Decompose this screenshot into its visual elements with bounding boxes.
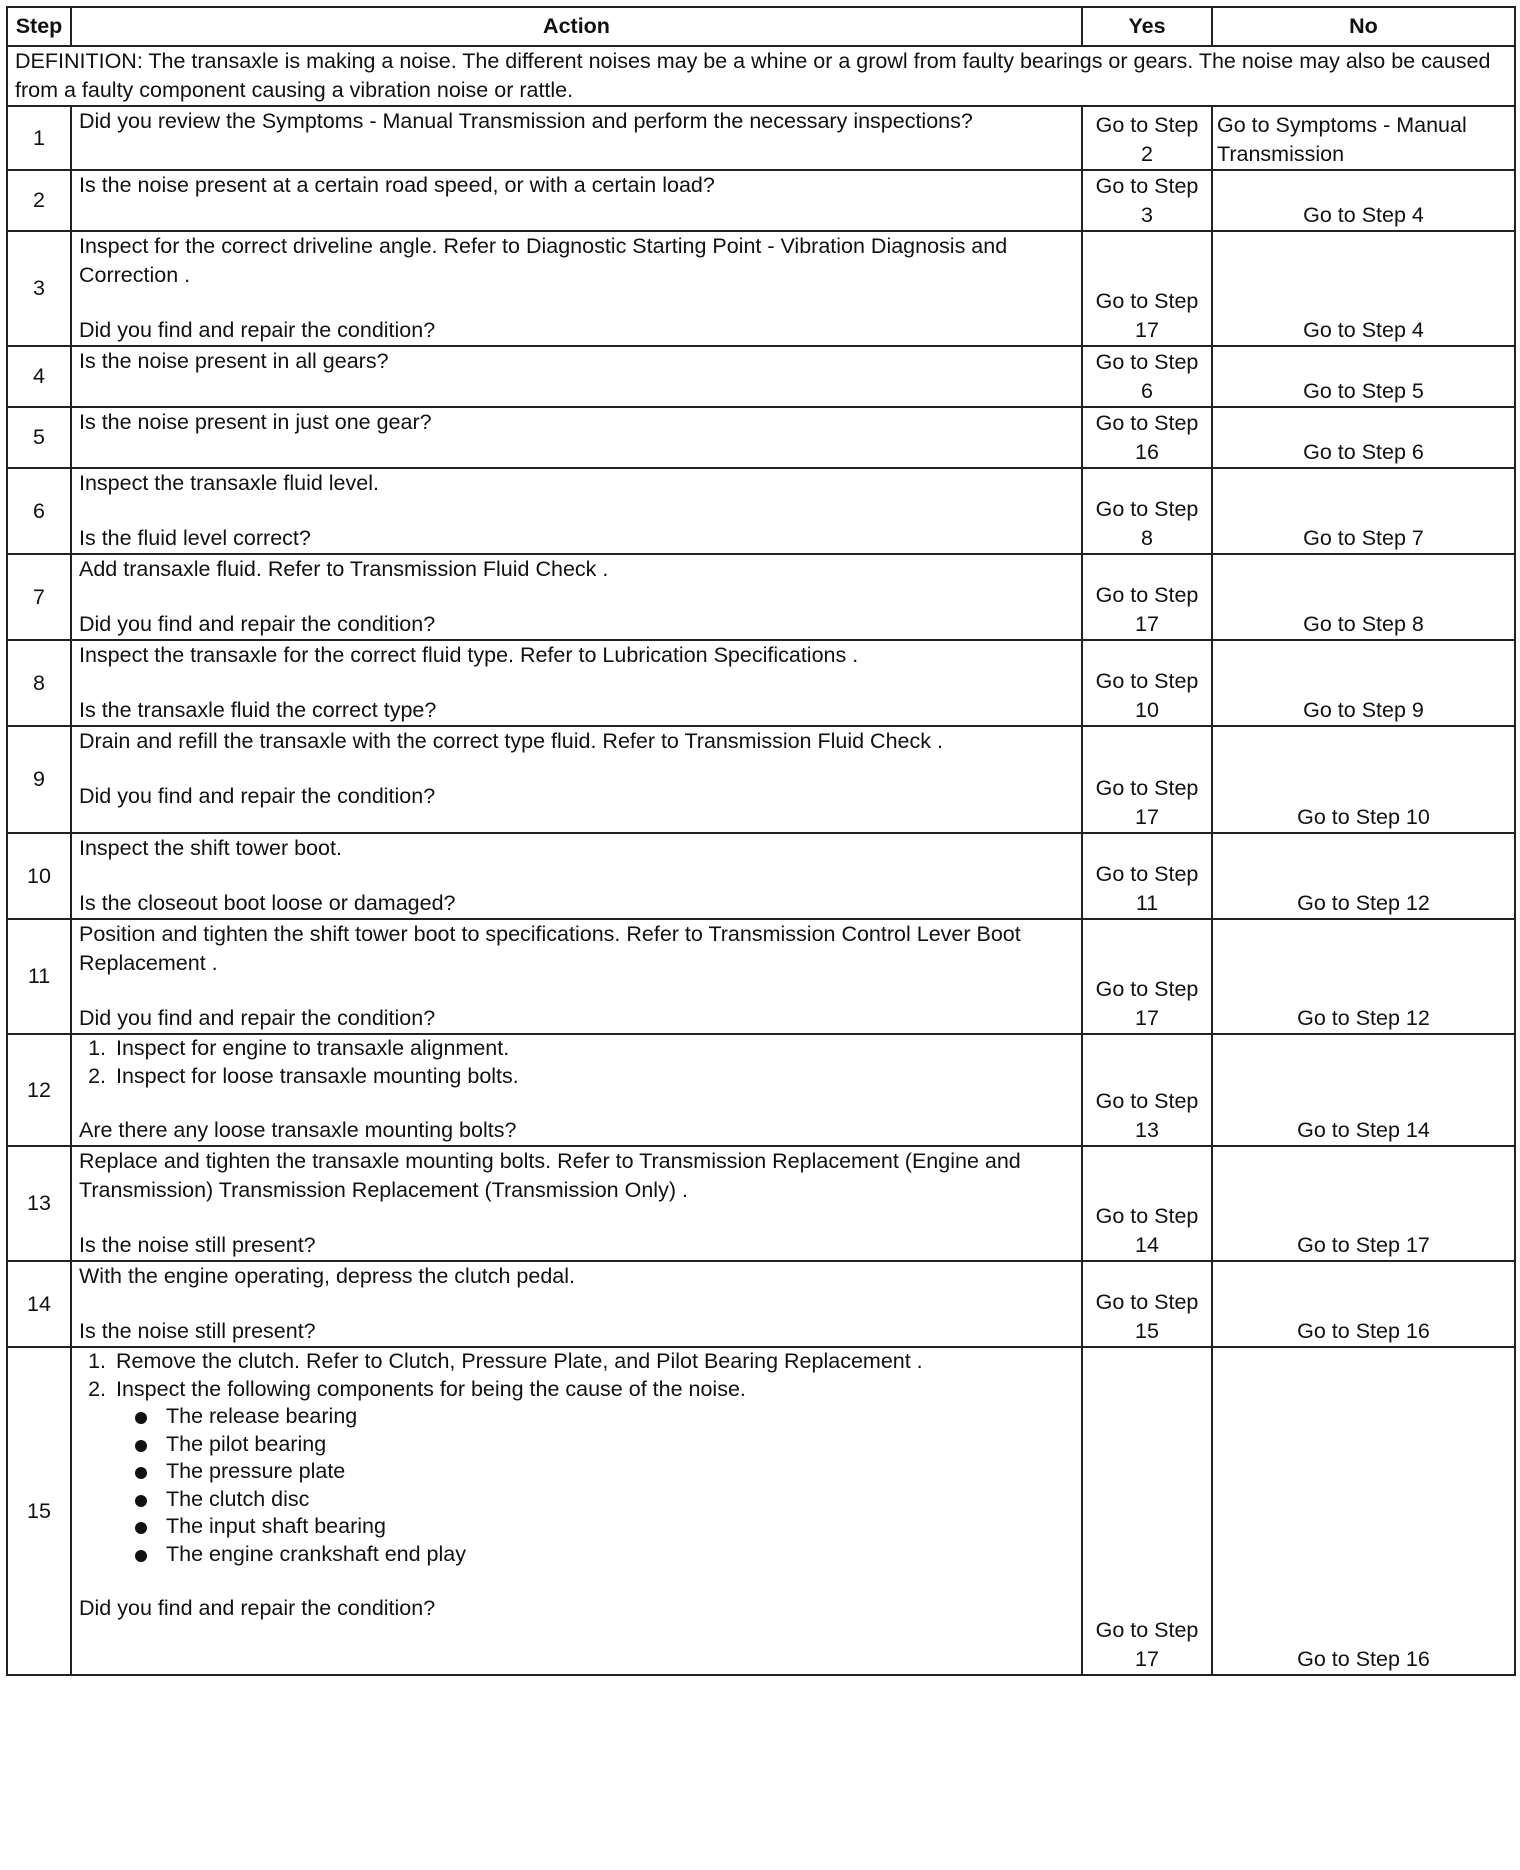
question-text: Did you find and repair the condition? xyxy=(79,318,436,342)
action-text: Inspect for the correct driveline angle. Refer to Diagnostic Starting Point - Vibration Diagnosis and Correction . xyxy=(79,234,1008,287)
question-text: Did you find and repair the condition? xyxy=(79,784,436,808)
yes-link[interactable]: Go to Step 6 xyxy=(1082,346,1212,407)
yes-link[interactable]: Go to Step 3 xyxy=(1082,170,1212,231)
no-link[interactable]: Go to Step 14 xyxy=(1212,1034,1515,1146)
table-row xyxy=(7,1261,1515,1347)
step-number: 12 xyxy=(7,1034,71,1146)
yes-link[interactable]: Go to Step 2 xyxy=(1082,106,1212,170)
step-number: 11 xyxy=(7,919,71,1034)
bullet-text: The clutch disc xyxy=(166,1486,310,1511)
no-link[interactable]: Go to Step 5 xyxy=(1212,346,1515,407)
table-row xyxy=(7,346,1515,407)
action-text: Drain and refill the transaxle with the correct type fluid. Refer to Transmission Fluid Check . xyxy=(79,729,943,753)
question-text: Is the closeout boot loose or damaged? xyxy=(79,891,456,915)
no-link[interactable]: Go to Step 7 xyxy=(1212,468,1515,554)
action-cell xyxy=(71,726,1082,833)
bullet-item xyxy=(162,1513,1074,1541)
yes-link[interactable]: Go to Step 17 xyxy=(1082,726,1212,833)
table-row xyxy=(7,1146,1515,1261)
action-text: Add transaxle fluid. Refer to Transmission Fluid Check . xyxy=(79,557,609,581)
bullet-item xyxy=(162,1541,1074,1569)
bullet-text: The pilot bearing xyxy=(166,1431,327,1456)
action-column-header: Action xyxy=(71,7,1082,46)
bullet-item xyxy=(162,1486,1074,1514)
action-text: Inspect the shift tower boot. xyxy=(79,836,342,860)
question-text: Is the noise still present? xyxy=(79,1319,316,1343)
question-text: Did you find and repair the condition? xyxy=(79,612,436,636)
no-link[interactable]: Go to Step 9 xyxy=(1212,640,1515,726)
step-number: 7 xyxy=(7,554,71,640)
yes-link[interactable]: Go to Step 13 xyxy=(1082,1034,1212,1146)
table-row xyxy=(7,919,1515,1034)
action-text: Inspect the transaxle fluid level. xyxy=(79,471,379,495)
step-number: 1 xyxy=(7,106,71,170)
step-number: 2 xyxy=(7,170,71,231)
step-number: 10 xyxy=(7,833,71,919)
bullet-icon xyxy=(135,1467,147,1479)
yes-link[interactable]: Go to Step 11 xyxy=(1082,833,1212,919)
action-text: With the engine operating, depress the clutch pedal. xyxy=(79,1264,576,1288)
step-number: 13 xyxy=(7,1146,71,1261)
definition-row xyxy=(7,46,1515,106)
no-link[interactable]: Go to Step 16 xyxy=(1212,1347,1515,1675)
no-link[interactable]: Go to Step 4 xyxy=(1212,170,1515,231)
action-text: Position and tighten the shift tower boot to specifications. Refer to Transmission Control Lever Boot Replacement . xyxy=(79,922,1021,975)
no-link[interactable]: Go to Step 4 xyxy=(1212,231,1515,346)
list-item: 1. Remove the clutch. Refer to Clutch, Pressure Plate, and Pilot Bearing Replacement . xyxy=(112,1348,1074,1376)
bullet-text: The pressure plate xyxy=(166,1459,346,1483)
question-text: Did you find and repair the condition? xyxy=(79,1596,436,1620)
action-cell xyxy=(71,640,1082,726)
bullet-icon xyxy=(135,1412,147,1424)
yes-link[interactable]: Go to Step 10 xyxy=(1082,640,1212,726)
table-row xyxy=(7,1347,1515,1675)
bullet-icon xyxy=(135,1495,147,1507)
list-item xyxy=(112,1376,1074,1569)
action-text: Is the noise present at a certain road speed, or with a certain load? xyxy=(71,170,1082,231)
yes-link[interactable]: Go to Step 15 xyxy=(1082,1261,1212,1347)
action-text: Is the noise present in just one gear? xyxy=(71,407,1082,468)
bullet-list xyxy=(116,1403,1074,1568)
action-cell xyxy=(71,468,1082,554)
step-number: 8 xyxy=(7,640,71,726)
bullet-icon xyxy=(135,1522,147,1534)
yes-link[interactable]: Go to Step 17 xyxy=(1082,919,1212,1034)
action-cell xyxy=(71,231,1082,346)
yes-link[interactable]: Go to Step 17 xyxy=(1082,1347,1212,1675)
header-row xyxy=(7,7,1515,46)
step-column-header: Step xyxy=(7,7,71,46)
step-number: 3 xyxy=(7,231,71,346)
yes-link[interactable]: Go to Step 14 xyxy=(1082,1146,1212,1261)
step-number: 15 xyxy=(7,1347,71,1675)
yes-column-header: Yes xyxy=(1082,7,1212,46)
bullet-item xyxy=(162,1403,1074,1431)
no-link[interactable]: Go to Step 16 xyxy=(1212,1261,1515,1347)
step-number: 4 xyxy=(7,346,71,407)
no-link[interactable]: Go to Symptoms - Manual Transmission xyxy=(1212,106,1515,170)
table-row xyxy=(7,170,1515,231)
action-cell xyxy=(71,1034,1082,1146)
step-number: 14 xyxy=(7,1261,71,1347)
step-number: 9 xyxy=(7,726,71,833)
no-link[interactable]: Go to Step 12 xyxy=(1212,833,1515,919)
question-text: Is the fluid level correct? xyxy=(79,526,311,550)
bullet-icon xyxy=(135,1550,147,1562)
yes-link[interactable]: Go to Step 16 xyxy=(1082,407,1212,468)
table-row xyxy=(7,726,1515,833)
list-item: 1. Inspect for engine to transaxle alignment. xyxy=(112,1035,1074,1063)
action-cell xyxy=(71,1261,1082,1347)
diagnostic-page xyxy=(6,6,1514,1676)
numbered-list xyxy=(79,1035,1074,1090)
question-text: Did you find and repair the condition? xyxy=(79,1006,436,1030)
action-cell xyxy=(71,554,1082,640)
no-link[interactable]: Go to Step 6 xyxy=(1212,407,1515,468)
table-row xyxy=(7,231,1515,346)
action-text: Inspect the transaxle for the correct fluid type. Refer to Lubrication Specifications . xyxy=(79,643,859,667)
table-row xyxy=(7,554,1515,640)
action-cell xyxy=(71,833,1082,919)
bullet-item xyxy=(162,1458,1074,1486)
no-link[interactable]: Go to Step 10 xyxy=(1212,726,1515,833)
action-cell xyxy=(71,919,1082,1034)
action-text: Is the noise present in all gears? xyxy=(71,346,1082,407)
yes-link[interactable]: Go to Step 17 xyxy=(1082,231,1212,346)
table-row xyxy=(7,468,1515,554)
no-link[interactable]: Go to Step 12 xyxy=(1212,919,1515,1034)
bullet-text: The release bearing xyxy=(166,1404,358,1428)
action-cell xyxy=(71,1146,1082,1261)
bullet-text: The engine crankshaft end play xyxy=(166,1541,467,1566)
numbered-list xyxy=(79,1348,1074,1568)
table-row xyxy=(7,106,1515,170)
table-row xyxy=(7,833,1515,919)
action-cell xyxy=(71,1347,1082,1675)
bullet-text: The input shaft bearing xyxy=(166,1514,386,1538)
no-column-header: No xyxy=(1212,7,1515,46)
step-number: 5 xyxy=(7,407,71,468)
question-text: Is the transaxle fluid the correct type? xyxy=(79,698,437,722)
no-link[interactable]: Go to Step 8 xyxy=(1212,554,1515,640)
bullet-item xyxy=(162,1431,1074,1459)
action-text: Did you review the Symptoms - Manual Transmission and perform the necessary inspections? xyxy=(71,106,1082,170)
list-item: 2. Inspect for loose transaxle mounting bolts. xyxy=(112,1063,1074,1091)
step-number: 6 xyxy=(7,468,71,554)
diagnostic-table xyxy=(6,6,1516,1676)
action-text: Replace and tighten the transaxle mounting bolts. Refer to Transmission Replacement (Engine and Transmission) Transmission Replacement (Transmission Only) . xyxy=(79,1149,1021,1202)
question-text: Are there any loose transaxle mounting bolts? xyxy=(79,1118,517,1142)
no-link[interactable]: Go to Step 17 xyxy=(1212,1146,1515,1261)
table-row xyxy=(7,407,1515,468)
yes-link[interactable]: Go to Step 17 xyxy=(1082,554,1212,640)
table-row xyxy=(7,640,1515,726)
list-item-text: Inspect the following components for being the cause of the noise. xyxy=(116,1376,746,1401)
yes-link[interactable]: Go to Step 8 xyxy=(1082,468,1212,554)
definition-text: DEFINITION: The transaxle is making a noise. The different noises may be a whine or a growl from faulty bearings or gears. The noise may also be caused from a faulty component causing a vibration noise or rattle. xyxy=(7,46,1515,106)
bullet-icon xyxy=(135,1440,147,1452)
question-text: Is the noise still present? xyxy=(79,1233,316,1257)
table-row xyxy=(7,1034,1515,1146)
